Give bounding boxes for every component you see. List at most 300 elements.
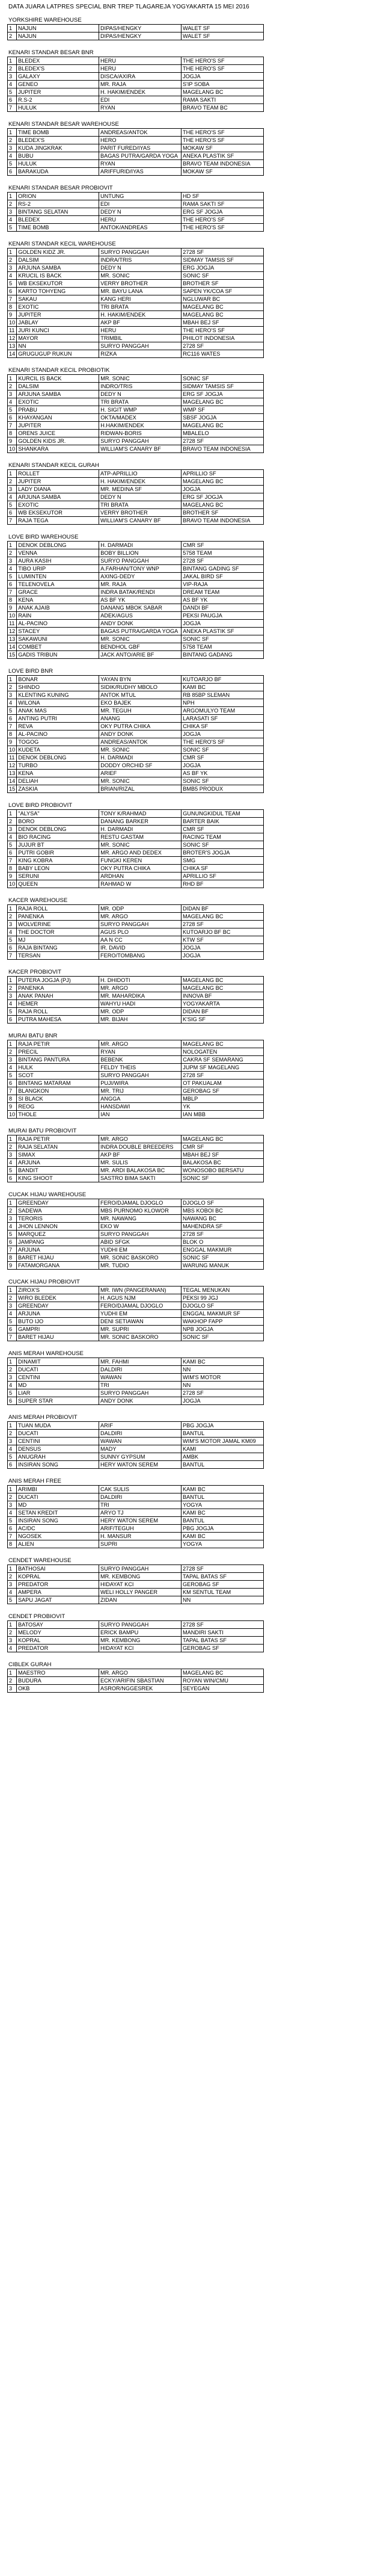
team-name: AS BF YK (181, 596, 264, 604)
owner-name: SURYO PANGGAH (99, 1389, 181, 1397)
bird-name: ARJUNA SAMBA (17, 391, 99, 398)
bird-name: SCOT (17, 1072, 99, 1080)
team-name: MAGELANG BC (181, 398, 264, 406)
bird-name: DUCATI (17, 1366, 99, 1374)
table-row (8, 596, 264, 604)
bird-name: JUPITER (17, 478, 99, 486)
owner-name: DENI SETIAWAN (99, 1318, 181, 1326)
bird-name: GALAXY (17, 73, 99, 81)
table-row (8, 1238, 264, 1246)
owner-name: MR. ARGO (99, 1040, 181, 1048)
team-name: PEKSI 99 JGJ (181, 1294, 264, 1302)
owner-name: WAWAN (99, 1374, 181, 1382)
team-name: K'SIG SF (181, 1016, 264, 1024)
bird-name: TERSAN (17, 952, 99, 960)
row-number: 6 (8, 1525, 17, 1533)
row-number: 3 (8, 144, 17, 152)
table-row (8, 303, 264, 311)
team-name: SIDMAY TAMSIS SF (181, 256, 264, 264)
bird-name: QUEEN (17, 880, 99, 888)
owner-name: MR. ODP (99, 905, 181, 913)
table-row (8, 1589, 264, 1596)
table-row (8, 1048, 264, 1056)
team-name: THE HERO'S SF (181, 224, 264, 232)
results-table (7, 1421, 264, 1469)
owner-name: AS BF YK (99, 596, 181, 604)
row-number: 9 (8, 738, 17, 746)
team-name: KUTOARJO BF BC (181, 928, 264, 936)
team-name: SONIC SF (181, 1175, 264, 1182)
owner-name: TRIMBIL (99, 335, 181, 342)
row-number: 1 (8, 249, 17, 256)
table-row (8, 193, 264, 200)
team-name: YOGYA (181, 1501, 264, 1509)
bird-name: INSIRAN SONG (17, 1517, 99, 1525)
table-row (8, 1103, 264, 1111)
team-name: JOGJA (181, 73, 264, 81)
owner-name: RYAN (99, 104, 181, 112)
results-table (7, 248, 264, 358)
bird-name: TUAN MUDA (17, 1422, 99, 1430)
table-row (8, 1525, 264, 1533)
bird-name: RAJA TEGA (17, 517, 99, 525)
class-title: CENDET PROBIOVIT (8, 1613, 66, 1620)
owner-name: SUPRI (99, 1540, 181, 1548)
owner-name: EKO BAJEK (99, 699, 181, 707)
row-number: 3 (8, 1685, 17, 1693)
bird-name: BATHOSAI (17, 1565, 99, 1573)
table-row (8, 684, 264, 691)
owner-name: HANSDAWI (99, 1103, 181, 1111)
results-table (7, 675, 264, 793)
owner-name: TONY K/RAHMAD (99, 810, 181, 818)
owner-name: RIZKA (99, 350, 181, 358)
row-number: 4 (8, 928, 17, 936)
table-row (8, 643, 264, 651)
table-row (8, 691, 264, 699)
table-row (8, 1040, 264, 1048)
team-name: 2728 SF (181, 1621, 264, 1629)
section-spacer (0, 1548, 369, 1557)
bird-name: RAJA PETIR (17, 1135, 99, 1143)
team-name: APRILLIO SF (181, 873, 264, 880)
row-number: 8 (8, 303, 17, 311)
owner-name: MR. KEMBONG (99, 1573, 181, 1581)
owner-name: MR. ODP (99, 1008, 181, 1016)
bird-name: BONAR (17, 676, 99, 684)
table-row (8, 311, 264, 319)
bird-name: EXOTIC (17, 501, 99, 509)
owner-name: MR. IWN (PANGERANAN) (99, 1286, 181, 1294)
owner-name: SURYO PANGGAH (99, 557, 181, 565)
row-number: 6 (8, 509, 17, 517)
owner-name: HERU (99, 327, 181, 335)
team-name: WALET SF (181, 32, 264, 40)
bird-name: AL-PACINO (17, 730, 99, 738)
table-row (8, 944, 264, 952)
bird-name: BINTANG SELATAN (17, 208, 99, 216)
owner-name: DEDY N (99, 264, 181, 272)
row-number: 6 (8, 96, 17, 104)
owner-name: HIDAYAT KCI (99, 1581, 181, 1589)
table-row (8, 486, 264, 493)
owner-name: KANG HERI (99, 295, 181, 303)
team-name: WMP SF (181, 406, 264, 414)
team-name: DREAM TEAM (181, 588, 264, 596)
row-number: 10 (8, 746, 17, 754)
owner-name: H.HAKIM/ENDEK (99, 422, 181, 430)
owner-name: DEDY N (99, 391, 181, 398)
team-name: MAGELANG BC (181, 501, 264, 509)
bird-name: AMPERA (17, 1589, 99, 1596)
row-number: 3 (8, 921, 17, 928)
team-name: MAGELANG BC (181, 1040, 264, 1048)
row-number: 1 (8, 676, 17, 684)
class-title: MURAI BATU BNR (8, 1033, 58, 1039)
row-number: 5 (8, 1517, 17, 1525)
owner-name: MR. NAWANG (99, 1215, 181, 1223)
table-row (8, 818, 264, 826)
table-row (8, 1509, 264, 1517)
table-row (8, 1645, 264, 1652)
table-row (8, 1310, 264, 1318)
table-row (8, 549, 264, 557)
owner-name: AXING-DEDY (99, 573, 181, 581)
owner-name: SURYO PANGGAH (99, 437, 181, 445)
table-row (8, 723, 264, 730)
table-row (8, 1422, 264, 1430)
class-section (0, 667, 369, 802)
table-row (8, 738, 264, 746)
row-number: 7 (8, 857, 17, 865)
team-name: THE HERO'S SF (181, 129, 264, 137)
team-name: MAGELANG BC (181, 422, 264, 430)
bird-name: HULUK (17, 104, 99, 112)
row-number: 10 (8, 445, 17, 453)
bird-name: TERORIS (17, 1215, 99, 1223)
row-number: 3 (8, 208, 17, 216)
table-row (8, 422, 264, 430)
bird-name: SETAN KREDIT (17, 1509, 99, 1517)
row-number: 7 (8, 422, 17, 430)
bird-name: WB EKSEKUTOR (17, 509, 99, 517)
row-number: 6 (8, 581, 17, 588)
bird-name: MJ (17, 936, 99, 944)
table-row (8, 335, 264, 342)
row-number: 1 (8, 470, 17, 478)
team-name: BROTER'S JOGJA (181, 849, 264, 857)
owner-name: ANDY DONK (99, 1397, 181, 1405)
team-name: BALAKOSA BC (181, 1159, 264, 1167)
class-section (0, 1191, 369, 1278)
table-row (8, 1231, 264, 1238)
team-name: GUNUNGKIDUL TEAM (181, 810, 264, 818)
owner-name: ASROR/NGGESREK (99, 1685, 181, 1693)
table-row (8, 977, 264, 984)
team-name: WIM'S MOTOR JAMAL KM09 (181, 1438, 264, 1445)
row-number: 4 (8, 565, 17, 573)
owner-name: MR. SUPRI (99, 1326, 181, 1333)
results-table (7, 24, 264, 40)
table-row (8, 1294, 264, 1302)
row-number: 4 (8, 1589, 17, 1596)
team-name: BRAVO TEAM BC (181, 104, 264, 112)
owner-name: BENDHOL GBF (99, 643, 181, 651)
owner-name: MR. FAHMI (99, 1358, 181, 1366)
owner-name: H. DARMADI (99, 826, 181, 833)
bird-name: VENNA (17, 549, 99, 557)
table-row (8, 865, 264, 873)
table-row (8, 375, 264, 383)
bird-name: BORO (17, 818, 99, 826)
results-table (7, 192, 264, 232)
team-name: BROTHER SF (181, 280, 264, 288)
team-name: PHILOT INDONESIA (181, 335, 264, 342)
row-number: 9 (8, 604, 17, 612)
owner-name: HERU (99, 57, 181, 65)
team-name: MOKAW SF (181, 168, 264, 176)
team-name: RAMA SAKTI SF (181, 200, 264, 208)
owner-name: IAN (99, 1111, 181, 1119)
table-row (8, 280, 264, 288)
row-number: 2 (8, 1294, 17, 1302)
team-name: 2728 SF (181, 342, 264, 350)
section-spacer (0, 176, 369, 184)
owner-name: SURYO PANGGAH (99, 342, 181, 350)
class-title: YORKSHIRE WAREHOUSE (8, 17, 82, 23)
team-name: DJOGLO SF (181, 1199, 264, 1207)
row-number: 11 (8, 620, 17, 628)
table-row (8, 936, 264, 944)
class-title: CIBLEK GURAH (8, 1661, 52, 1668)
table-row (8, 414, 264, 422)
row-number: 2 (8, 1629, 17, 1637)
row-number: 9 (8, 873, 17, 880)
row-number: 3 (8, 557, 17, 565)
owner-name: ANDY DONK (99, 620, 181, 628)
row-number: 2 (8, 1573, 17, 1581)
owner-name: MR. SONIC (99, 635, 181, 643)
bird-name: EXOTIC (17, 303, 99, 311)
owner-name: YUDHI EM (99, 1310, 181, 1318)
row-number: 4 (8, 1000, 17, 1008)
row-number: 2 (8, 1207, 17, 1215)
table-row (8, 137, 264, 144)
table-row (8, 873, 264, 880)
section-spacer (0, 1652, 369, 1661)
owner-name: HERO (99, 137, 181, 144)
team-name: MBS KOBOI BC (181, 1207, 264, 1215)
team-name: 2728 SF (181, 1389, 264, 1397)
team-name: MAGELANG BC (181, 478, 264, 486)
row-number: 7 (8, 104, 17, 112)
bird-name: RAJA BINTANG (17, 944, 99, 952)
owner-name: H. SIGIT WMP (99, 406, 181, 414)
table-row (8, 295, 264, 303)
owner-name: MR. ARGO (99, 913, 181, 921)
table-row (8, 517, 264, 525)
table-row (8, 542, 264, 549)
team-name: MAGELANG BC (181, 984, 264, 992)
bird-name: MAYOR (17, 335, 99, 342)
team-name: BINTANG GADANG (181, 651, 264, 659)
owner-name: SASTRO BIMA SAKTI (99, 1175, 181, 1182)
bird-name: BANDIT (17, 1167, 99, 1175)
bird-name: ORENS JUICE (17, 430, 99, 437)
bird-name: KURCIL IS BACK (17, 375, 99, 383)
team-name: BARTER BAIK (181, 818, 264, 826)
row-number: 6 (8, 288, 17, 295)
bird-name: DELIAH (17, 777, 99, 785)
team-name: CMR SF (181, 542, 264, 549)
row-number: 5 (8, 280, 17, 288)
bird-name: TELENOVELA (17, 581, 99, 588)
class-section (0, 1350, 369, 1413)
class-section (0, 802, 369, 897)
table-row (8, 1397, 264, 1405)
bird-name: REOG (17, 1103, 99, 1111)
owner-name: TRI BRATA (99, 398, 181, 406)
team-name: JUPM SF MAGELANG (181, 1064, 264, 1072)
team-name: KAMI (181, 1445, 264, 1453)
bird-name: KUDETA (17, 746, 99, 754)
bird-name: BABY LEON (17, 865, 99, 873)
class-title: CENDET WAREHOUSE (8, 1557, 72, 1564)
table-row (8, 754, 264, 762)
owner-name: DALDIRI (99, 1366, 181, 1374)
bird-name: OKB (17, 1685, 99, 1693)
row-number: 13 (8, 635, 17, 643)
bird-name: SUPER STAR (17, 1397, 99, 1405)
results-table (7, 809, 264, 888)
owner-name: BEBENK (99, 1056, 181, 1064)
table-row (8, 1135, 264, 1143)
table-row (8, 676, 264, 684)
bird-name: BIO RACING (17, 833, 99, 841)
row-number: 6 (8, 1461, 17, 1469)
table-row (8, 65, 264, 73)
row-number: 4 (8, 493, 17, 501)
team-name: ERG SF JOGJA (181, 493, 264, 501)
table-row (8, 1637, 264, 1645)
owner-name: MR. BAYU LANA (99, 288, 181, 295)
row-number: 3 (8, 992, 17, 1000)
bird-name: AC/DC (17, 1525, 99, 1533)
owner-name: ARIF (99, 1422, 181, 1430)
owner-name: ADEK/AGUS (99, 612, 181, 620)
row-number: 6 (8, 1238, 17, 1246)
owner-name: MR. SONIC BASKORO (99, 1254, 181, 1262)
team-name: OT PAKUALAM (181, 1080, 264, 1087)
row-number: 5 (8, 1596, 17, 1604)
bird-name: GOLDEN KIDS JR. (17, 437, 99, 445)
team-name: HD SF (181, 193, 264, 200)
results-table (7, 1286, 264, 1341)
bird-name: PANENKA (17, 913, 99, 921)
row-number: 7 (8, 1533, 17, 1540)
bird-name: BATOSAY (17, 1621, 99, 1629)
bird-name: R.S-2 (17, 96, 99, 104)
owner-name: DALDIRI (99, 1430, 181, 1438)
class-title: LOVE BIRD BNR (8, 668, 53, 675)
bird-name: BARET HIJAU (17, 1254, 99, 1262)
bird-name: DENOK DEBLONG (17, 826, 99, 833)
team-name: JOGJA (181, 1397, 264, 1405)
bird-name: ANAK MAS (17, 707, 99, 715)
row-number: 1 (8, 1199, 17, 1207)
bird-name: HEMER (17, 1000, 99, 1008)
row-number: 1 (8, 542, 17, 549)
table-row (8, 635, 264, 643)
bird-name: HULK (17, 1064, 99, 1072)
section-spacer (0, 1119, 369, 1127)
team-name: THE HERO'S SF (181, 137, 264, 144)
owner-name: ERICK BAMPU (99, 1629, 181, 1637)
owner-name: MR. KEMBONG (99, 1637, 181, 1645)
bird-name: DALSIM (17, 256, 99, 264)
table-row (8, 319, 264, 327)
team-name: BROTHER SF (181, 509, 264, 517)
team-name: NN (181, 1366, 264, 1374)
row-number: 5 (8, 573, 17, 581)
bird-name: PRECIL (17, 1048, 99, 1056)
table-row (8, 81, 264, 88)
class-title: LOVE BIRD PROBIOVIT (8, 802, 73, 809)
team-name: NN (181, 1596, 264, 1604)
team-name: BRAVO TEAM INDONESIA (181, 160, 264, 168)
bird-name: BLEDEX (17, 216, 99, 224)
class-title: ANIS MERAH PROBIOVIT (8, 1414, 78, 1421)
owner-name: MR. TRIJ (99, 1087, 181, 1095)
row-number: 11 (8, 754, 17, 762)
team-name: ARGOMULYO TEAM (181, 707, 264, 715)
bird-name: KLENTING KUNING (17, 691, 99, 699)
bird-name: BARET HIJAU (17, 1333, 99, 1341)
row-number: 3 (8, 1581, 17, 1589)
owner-name: FERO/DJAMAL DJOGLO (99, 1199, 181, 1207)
bird-name: DINAMIT (17, 1358, 99, 1366)
team-name: JOGJA (181, 952, 264, 960)
row-number: 3 (8, 1501, 17, 1509)
results-table (7, 1564, 264, 1604)
team-name: ENGGAL MAKMUR (181, 1246, 264, 1254)
owner-name: RYAN (99, 160, 181, 168)
team-name: KTW SF (181, 936, 264, 944)
team-name: THE HERO'S SF (181, 216, 264, 224)
owner-name: WELI HOLLY PANGER (99, 1589, 181, 1596)
table-row (8, 1629, 264, 1637)
team-name: RC116 WATES (181, 350, 264, 358)
table-row (8, 144, 264, 152)
owner-name: INDRO/TRIS (99, 383, 181, 391)
bird-name: HULUK (17, 160, 99, 168)
owner-name: HERY WATON SEREM (99, 1461, 181, 1469)
team-name: ROYAN WIN/CMU (181, 1677, 264, 1685)
row-number: 5 (8, 160, 17, 168)
table-row (8, 826, 264, 833)
class-section (0, 1278, 369, 1350)
class-title: KACER WAREHOUSE (8, 897, 68, 904)
team-name: SONIC SF (181, 375, 264, 383)
team-name: JAKAL BIRD SF (181, 573, 264, 581)
bird-name: SERUNI (17, 873, 99, 880)
table-row (8, 1318, 264, 1326)
row-number: 1 (8, 1486, 17, 1493)
team-name: TAPAL BATAS SF (181, 1573, 264, 1581)
table-row (8, 350, 264, 358)
row-number: 3 (8, 1637, 17, 1645)
team-name: WALET SF (181, 25, 264, 32)
